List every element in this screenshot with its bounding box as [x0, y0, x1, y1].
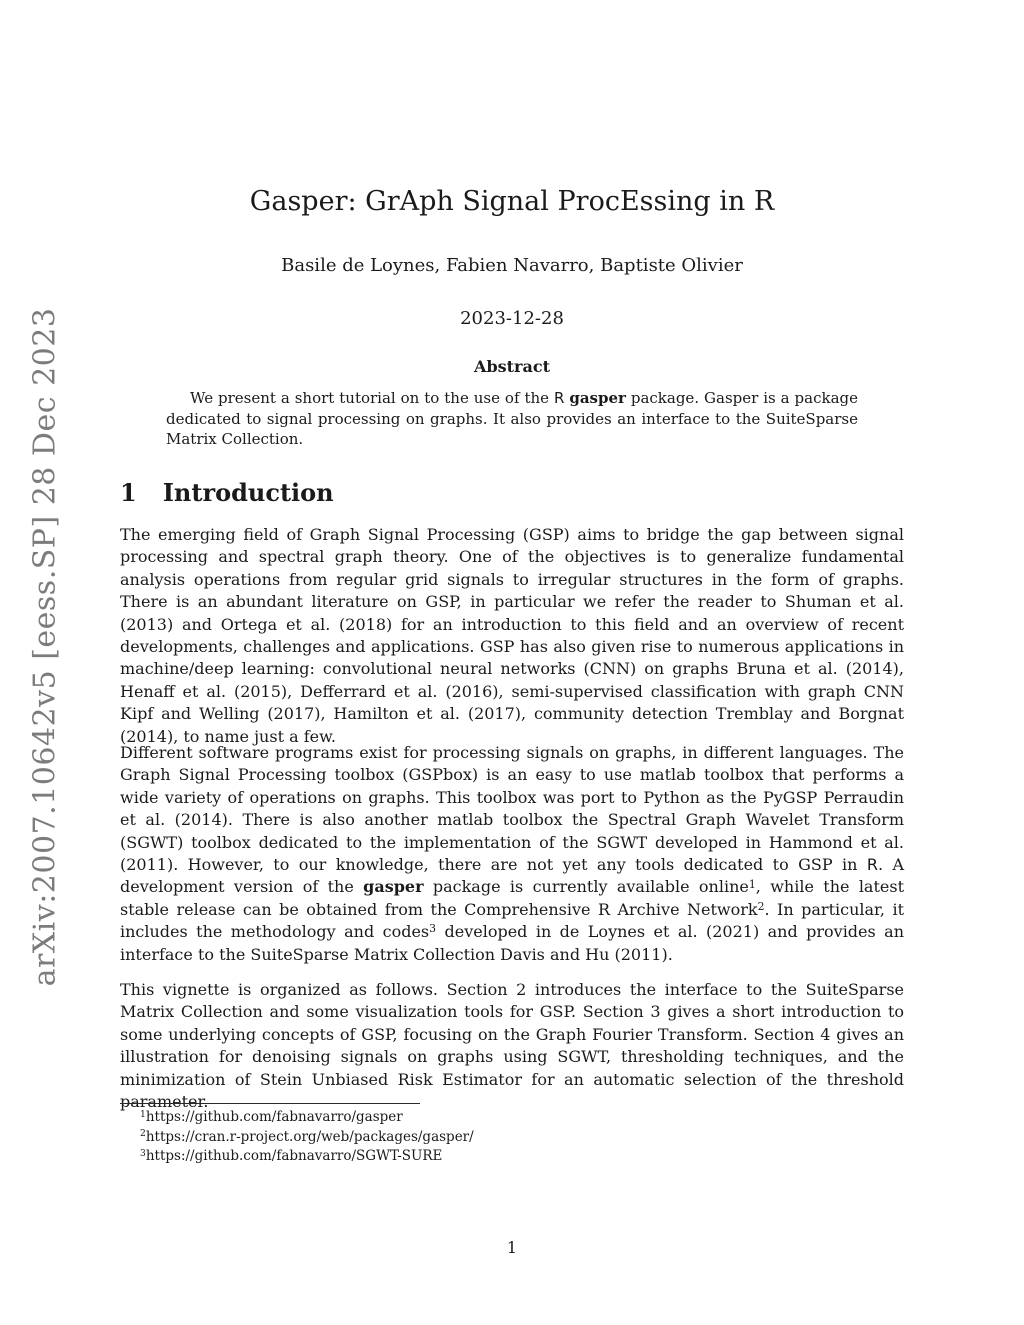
intro-paragraph-1: The emerging field of Graph Signal Processing (GSP) aims to bridge the gap between signal processing and spectral graph theory. One of the objectives is to generalize fundamental analysis operations from regular grid signals to irregular structures in the form of graphs. There is an abundant literature on GSP, in particular we refer the reader to Shuman et al. (2013) and Ortega et al. (2018) for an introduction to this field and an overview of recent developments, challenges and applications. GSP has also given rise to numerous applications in machine/deep learning: convolutional neural networks (CNN) on graphs Bruna et al. (2014), Henaff et al. (2015), Defferrard et al. (2016), semi-supervised classification with graph CNN Kipf and Welling (2017), Hamilton et al. (2017), community detection Tremblay and Borgnat (2014), to name just a few. [120, 525, 904, 746]
footnote-url-2: https://cran.r-project.org/web/packages/gasper/ [145, 1128, 474, 1145]
footnotes [120, 1108, 904, 1167]
footnote-marker-1: 1 [140, 1108, 146, 1120]
section-title: Introduction [162, 478, 334, 507]
intro-paragraph-3: This vignette is organized as follows. Section 2 introduces the interface to the SuiteSparse Matrix Collection and some visualization tools for GSP. Section 3 gives a short introduction to some underlying concepts of GSP, focusing on the Graph Fourier Transform. Section 4 gives an illustration for denoising signals on graphs using SGWT, thresholding techniques, and the minimization of Stein Unbiased Risk Estimator for an automatic selection of the threshold parameter. [120, 980, 904, 1112]
footnote-marker-3: 3 [140, 1147, 146, 1159]
page-number: 1 [506, 1238, 518, 1257]
intro-paragraph-2: Different software programs exist for processing signals on graphs, in different languages. The Graph Signal Processing toolbox (GSPbox) is an easy to use matlab toolbox that performs a wide variety of operations on graphs. This toolbox was port to Python as the PyGSP Perraudin et al. (2014). There is also another matlab toolbox the Spectral Graph Wavelet Transform (SGWT) toolbox dedicated to the implementation of the SGWT developed in Hammond et al. (2011). However, to our knowledge, there are not yet any tools dedicated to GSP in R. A development version of the gasper package is currently available online$^1$, while the latest stable release can be obtained from the Comprehensive R Archive Network$^2$. In particular, it includes the methodology and codes$^3$ developed in de Loynes et al. (2021) and provides an interface to the SuiteSparse Matrix Collection Davis and Hu (2011). [120, 743, 905, 964]
abstract-body: We present a short tutorial on to the use of the R gasper package. Gasper is a package dedicated to signal processing on graphs. It also provides an interface to the SuiteSparse Matrix Collection. [166, 389, 858, 448]
footnote-marker-2: 2 [140, 1128, 146, 1140]
footnote-item-1 [120, 1108, 904, 1128]
footnote-url-1: https://github.com/fabnavarro/gasper [145, 1109, 403, 1125]
paper-authors: Basile de Loynes, Fabien Navarro, Baptiste Olivier [281, 255, 743, 276]
section-1-heading [120, 478, 334, 507]
paper-title: Gasper: GrAph Signal ProcEssing in R [249, 186, 775, 217]
footnote-url-3: https://github.com/fabnavarro/SGWT-SURE [145, 1148, 443, 1164]
paper-date: 2023-12-28 [460, 308, 564, 329]
section-number: 1 [120, 478, 137, 507]
footnote-item-2 [120, 1128, 904, 1148]
footnote-item-3 [120, 1147, 904, 1167]
footnote-rule [120, 1103, 420, 1104]
arxiv-watermark: arXiv:2007.10642v5 [eess.SP] 28 Dec 2023 [27, 307, 63, 987]
abstract-heading: Abstract [474, 357, 550, 376]
